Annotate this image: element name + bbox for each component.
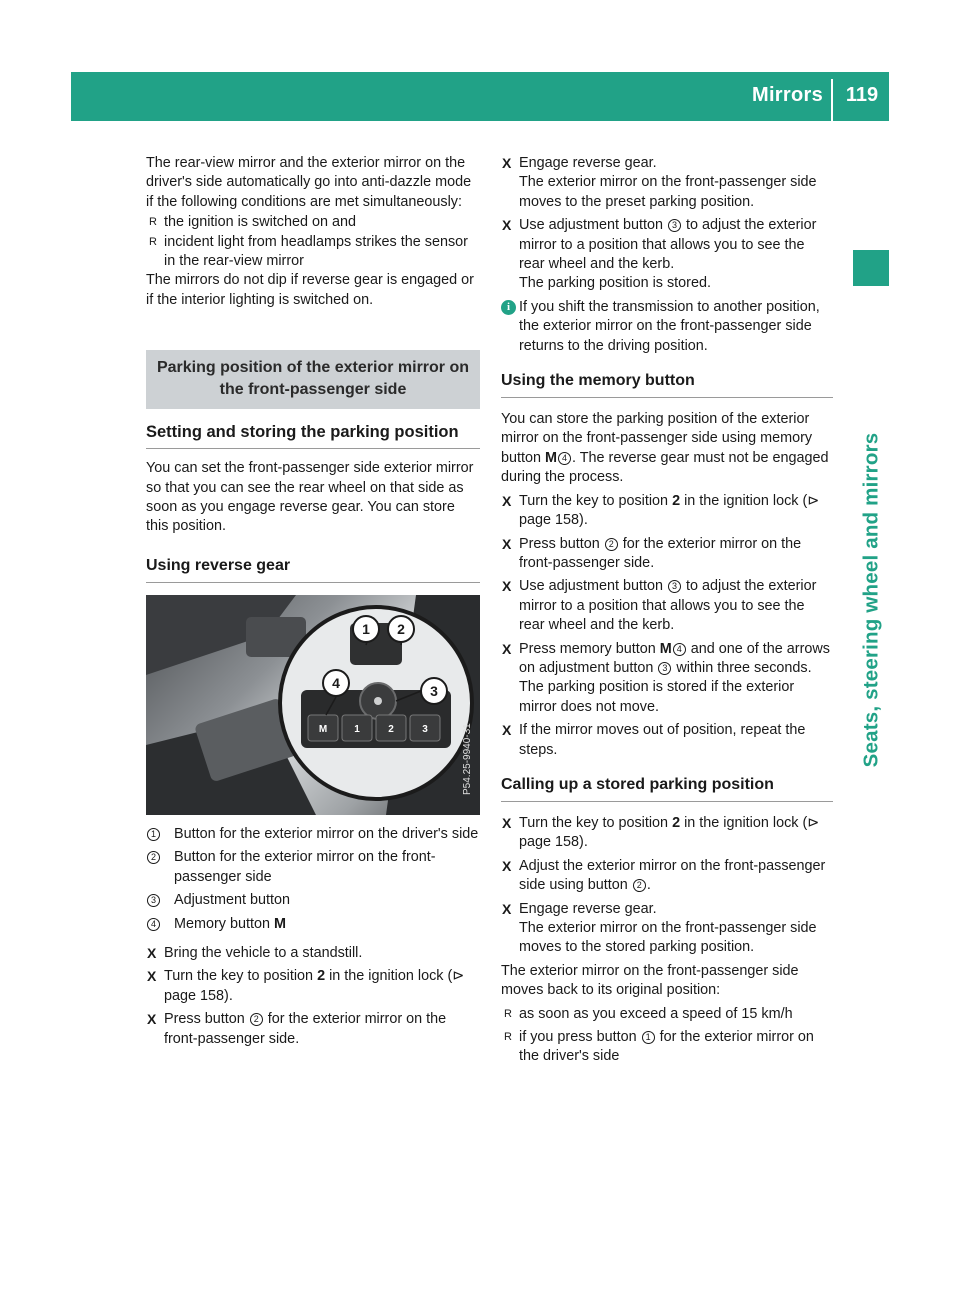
memory-heading: Using the memory button (501, 370, 833, 398)
instruction-step: X Use adjustment button 3 to adjust the exterior mirror to a position that allows you to see the rear wheel and the kerb. (502, 578, 817, 634)
instruction-step: X Turn the key to position 2 in the ignition lock (⊳ page 158). (502, 814, 820, 851)
callout-number: 1 (362, 620, 370, 637)
closing-paragraph: The exterior mirror on the front-passenger side moves back to its original position: (501, 962, 799, 999)
calling-heading: Calling up a stored parking position (501, 774, 833, 802)
callout-number: 2 (397, 620, 405, 637)
memory-slot-label: 1 (354, 723, 360, 735)
callout-number: 3 (430, 682, 438, 699)
callout-item: 1 Button for the exterior mirror on the driver's side (146, 825, 480, 844)
instruction-step: X Press button 2 for the exterior mirror on the front-passenger side. (147, 1011, 447, 1047)
setting-paragraph: You can set the front-passenger side exterior mirror so that you can see the rear wheel on that side as soon as you engage reverse gear. You can store this position. (146, 460, 474, 535)
instruction-step: X Engage reverse gear. The exterior mirror on the front-passenger side moves to the stored parking position. (502, 900, 817, 956)
list-item: R incident light from headlamps strikes the sensor in the rear-view mirror (149, 233, 468, 270)
instruction-step: X Use adjustment button 3 to adjust the exterior mirror to a position that allows you to see the rear wheel and the kerb. The parking position is stored. (502, 217, 817, 292)
reverse-gear-heading: Using reverse gear (146, 555, 480, 583)
page-number: 119 (845, 84, 879, 106)
header-divider (831, 79, 833, 121)
subsection-heading: Setting and storing the parking position (146, 421, 480, 449)
list-item: R if you press button 1 for the exterior mirror on the driver's side (504, 1029, 814, 1065)
callout-item: 4 Memory button M (146, 915, 480, 934)
info-note: i If you shift the transmission to another position, the exterior mirror on the front-passenger side returns to the driving position. (501, 298, 833, 356)
header-bar (71, 72, 889, 121)
memory-slot-label: 3 (422, 723, 428, 735)
section-title: Mirrors (751, 84, 823, 106)
instruction-step: X Bring the vehicle to a standstill. (147, 944, 363, 961)
list-item: R as soon as you exceed a speed of 15 km/h (504, 1005, 793, 1022)
door-panel-figure (146, 595, 480, 815)
instruction-step: X Engage reverse gear. The exterior mirror on the front-passenger side moves to the preset parking position. (502, 155, 817, 210)
callout-item: 2 Button for the exterior mirror on the front-passenger side (146, 848, 480, 887)
list-item: R the ignition is switched on and (149, 214, 356, 231)
info-icon: i (501, 300, 516, 315)
callout-item: 3 Adjustment button (146, 891, 480, 910)
memory-paragraph: You can store the parking position of the exterior mirror on the front-passenger side using memory button M 4 . The reverse gear must not be engaged during the process. (501, 411, 829, 486)
left-column (146, 154, 480, 1053)
intro-paragraph: The rear-view mirror and the exterior mirror on the driver's side automatically go into anti-dazzle mode if the following conditions are met simultaneously: (146, 155, 472, 210)
instruction-step: X Press memory button M 4 and one of the arrows on adjustment button 3 within three seconds. The parking position is stored if the exterior mirror does not move. (502, 640, 830, 715)
right-column (501, 154, 833, 1067)
instruction-step: X Press button 2 for the exterior mirror on the front-passenger side. (502, 535, 802, 571)
instruction-step: X Turn the key to position 2 in the ignition lock (⊳ page 158). (502, 492, 820, 529)
note-paragraph: The mirrors do not dip if reverse gear is engaged or if the interior lighting is switched on. (146, 272, 474, 308)
chapter-tab (853, 250, 889, 286)
section-heading-box: Parking position of the exterior mirror on the front-passenger side (146, 350, 480, 409)
figure-code: P54.25-9940-31 (462, 723, 473, 795)
callout-number: 4 (332, 674, 340, 691)
memory-slot-label: 2 (388, 723, 394, 735)
memory-button-label: M (318, 723, 328, 735)
instruction-step: X Adjust the exterior mirror on the front-passenger side using button 2 . (502, 857, 826, 894)
instruction-step: X Turn the key to position 2 in the ignition lock (⊳ page 158). (147, 968, 465, 1004)
instruction-step: X If the mirror moves out of position, repeat the steps. (502, 722, 806, 758)
door-panel-illustration (146, 595, 480, 815)
